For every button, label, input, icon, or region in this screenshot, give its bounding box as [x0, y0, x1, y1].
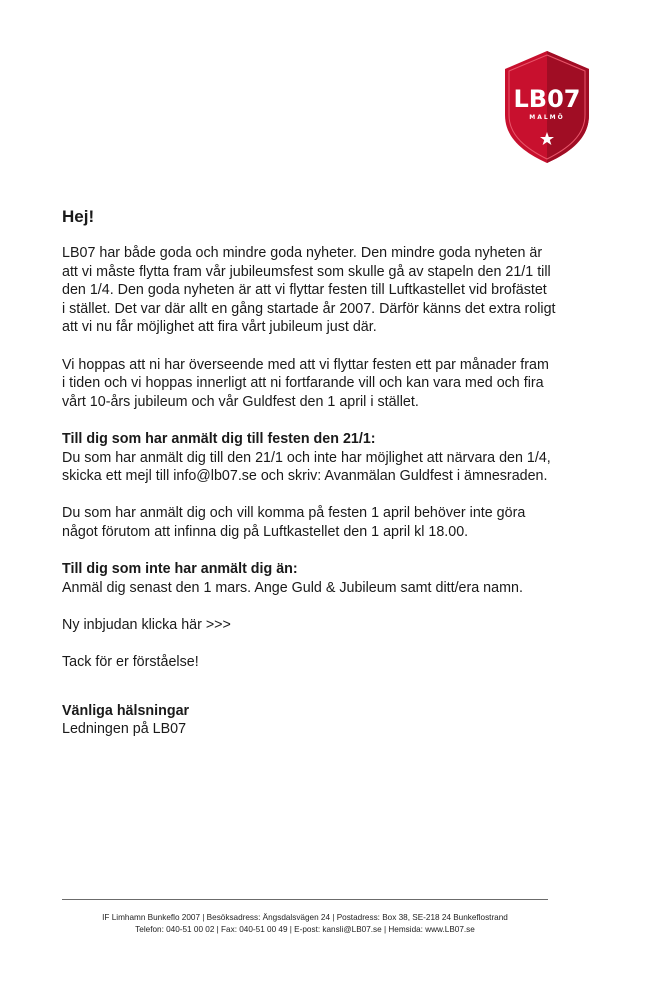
section-heading: Till dig som inte har anmält dig än:	[62, 561, 298, 578]
text-line: i stället. Det var där allt en gång startade år 2007. Därför känns det extra roligt	[62, 300, 556, 317]
footer-divider	[62, 899, 548, 900]
text-line: att vi nu får möjlighet att fira vårt jubileum just där.	[62, 319, 377, 336]
text-line: LB07 har både goda och mindre goda nyheter. Den mindre goda nyheten är	[62, 245, 543, 261]
section-registered	[62, 430, 562, 486]
greeting: Hej!	[62, 207, 95, 226]
paragraph-apology	[62, 356, 562, 412]
text-line: vårt 10-års jubileum och vår Guldfest den 1 april i stället.	[62, 393, 419, 410]
text-line: den 1/4. Den goda nyheten är att vi flyttar festen till Luftkastellet vid brofästet	[62, 282, 547, 299]
crest-icon	[503, 49, 591, 165]
footer	[62, 912, 548, 936]
signature: Ledningen på LB07	[62, 721, 187, 738]
text-line: något förutom att infinna dig på Luftkastellet den 1 april kl 18.00.	[62, 523, 469, 540]
thanks-text: Tack för er förståelse!	[62, 654, 199, 671]
text-line: Vi hoppas att ni har överseende med att vi flyttar festen ett par månader fram	[62, 356, 549, 373]
club-logo	[503, 49, 591, 165]
invite-link[interactable]	[62, 616, 562, 635]
logo-subtext: MALMÖ	[529, 114, 565, 121]
text-line: Du som har anmält dig till den 21/1 och inte har möjlighet att närvara den 1/4,	[62, 449, 551, 466]
section-not-registered	[62, 560, 562, 597]
logo-text: LB07	[513, 85, 581, 113]
sign-off	[62, 702, 562, 739]
footer-contact: Telefon: 040-51 00 02 | Fax: 040-51 00 49 | E-post: kansli@LB07.se | Hemsida: www.LB07.se	[135, 925, 475, 934]
footer-address: IF Limhamn Bunkeflo 2007 | Besöksadress: Ängsdalsvägen 24 | Postadress: Box 38, SE-218 24 Bunkeflostrand	[102, 913, 508, 922]
section-heading: Till dig som har anmält dig till festen den 21/1:	[62, 430, 376, 447]
text-line: att vi måste flytta fram vår jubileumsfest som skulle gå av stapeln den 21/1 till	[62, 263, 551, 280]
invite-link-text[interactable]: Ny inbjudan klicka här >>>	[62, 616, 231, 633]
paragraph-attend	[62, 504, 562, 541]
thanks	[62, 653, 562, 672]
closing: Vänliga hälsningar	[62, 702, 190, 719]
text-line: i tiden och vi hoppas innerligt att ni fortfarande vill och kan vara med och fira	[62, 375, 544, 392]
paragraph-news	[62, 244, 562, 337]
text-line: skicka ett mejl till info@lb07.se och skriv: Avanmälan Guldfest i ämnesraden.	[62, 468, 548, 485]
text-line: Du som har anmält dig och vill komma på festen 1 april behöver inte göra	[62, 505, 526, 522]
letter-body	[62, 206, 562, 757]
text-line: Anmäl dig senast den 1 mars. Ange Guld & Jubileum samt ditt/era namn.	[62, 579, 523, 596]
